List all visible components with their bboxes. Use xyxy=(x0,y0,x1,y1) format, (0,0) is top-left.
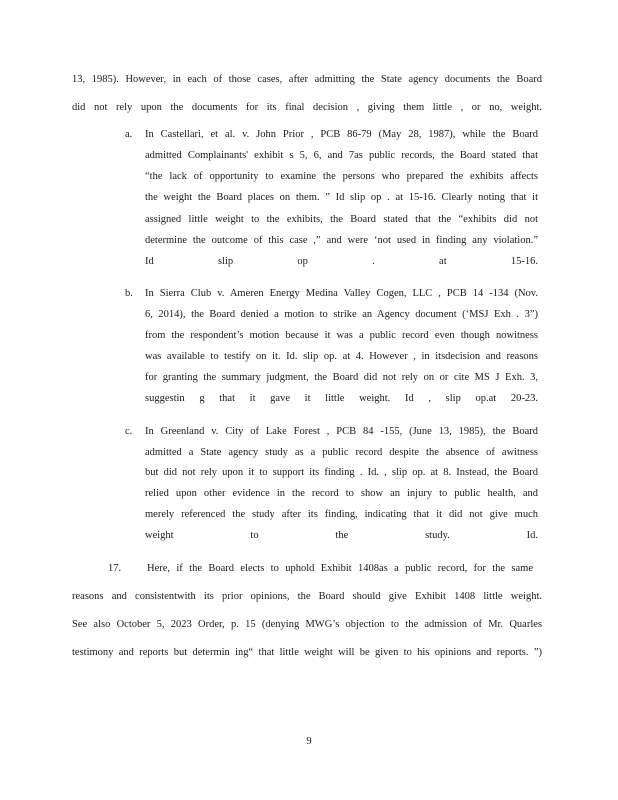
item-c-line-4: relied upon other evidence in the record to show an injury to public health, and xyxy=(145,488,538,499)
item-b-marker: b. xyxy=(125,288,133,299)
item-a-marker: a. xyxy=(125,129,133,140)
item-b-line-2: 6, 2014), the Board denied a motion to strike an Agency document (‘MSJ Exh . 3”) xyxy=(145,309,538,320)
item-c-line-3: but did not rely upon it to support its finding . Id. , slip op. at 8. Instead, the Board xyxy=(145,467,538,478)
item-c-line-6: weight to the study. Id. xyxy=(145,530,538,541)
item-a-line-4: the weight the Board places on them. ” Id slip op . at 15-16. Clearly noting that it xyxy=(145,192,538,203)
page-number: 9 xyxy=(306,736,312,747)
item-c-line-5: merely referenced the study after its finding, indicating that it did not give much xyxy=(145,509,538,520)
item-c-line-1: In Greenland v. City of Lake Forest , PCB 84 -155, (June 13, 1985), the Board xyxy=(145,426,538,437)
item-a-line-1: In Castellari, et al. v. John Prior , PCB 86-79 (May 28, 1987), while the Board xyxy=(145,129,538,140)
paragraph-17-line-2: reasons and consistentwith its prior opinions, the Board should give Exhibit 1408 little weight. xyxy=(72,591,542,602)
item-a-line-5: assigned little weight to the exhibits, the Board stated that the “exhibits did not xyxy=(145,214,538,225)
item-a-line-2: admitted Complainants' exhibit s 5, 6, and 7as public records, the Board stated that xyxy=(145,150,538,161)
item-b-line-6: suggestin g that it gave it little weight. Id , slip op.at 20-23. xyxy=(145,393,538,404)
item-a-line-3: “the lack of opportunity to examine the persons who prepared the exhibits affects xyxy=(145,171,538,182)
item-a-line-7: Id slip op . at 15-16. xyxy=(145,256,538,267)
intro-line-1: 13, 1985). However, in each of those cases, after admitting the State agency documents the Board xyxy=(72,74,542,85)
paragraph-17-number: 17. xyxy=(108,563,122,574)
paragraph-17-line-1: Here, if the Board elects to uphold Exhibit 1408as a public record, for the same xyxy=(147,563,533,574)
item-b-line-1: In Sierra Club v. Ameren Energy Medina Valley Cogen, LLC , PCB 14 -134 (Nov. xyxy=(145,288,538,299)
item-b-line-5: for granting the summary judgment, the Board did not rely on or cite MS J Exh. 3, xyxy=(145,372,538,383)
item-c-marker: c. xyxy=(125,426,133,437)
item-b-line-3: from the respondent’s motion because it was a public record even though nowitness xyxy=(145,330,538,341)
intro-line-2: did not rely upon the documents for its final decision , giving them little , or no, weight. xyxy=(72,102,542,113)
item-b-line-4: was available to testify on it. Id. slip op. at 4. However , in itsdecision and reasons xyxy=(145,351,538,362)
paragraph-17-line-4: testimony and reports but determin ing“ that little weight will be given to his opinions and reports. ”) xyxy=(72,647,542,658)
paragraph-17-line-3: See also October 5, 2023 Order, p. 15 (denying MWG’s objection to the admission of Mr. Quarles xyxy=(72,619,542,630)
item-c-line-2: admitted a State agency study as a public record despite the absence of awitness xyxy=(145,447,538,458)
item-a-line-6: determine the outcome of this case ,” and were ‘not used in finding any violation.” xyxy=(145,235,538,246)
